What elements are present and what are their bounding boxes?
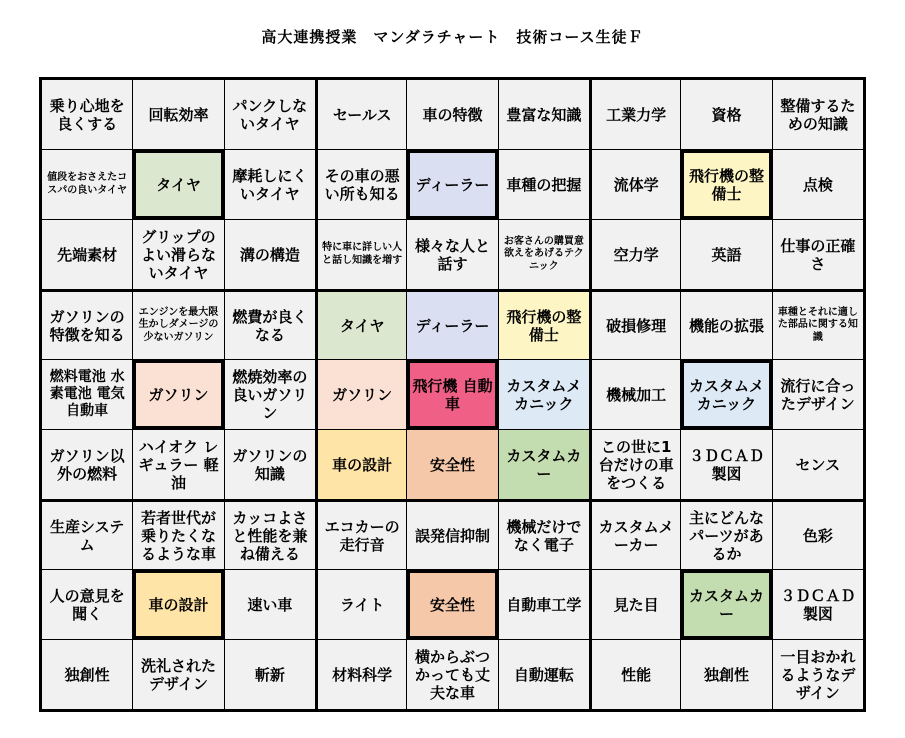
grid-cell: その車の悪い所も知る [316, 150, 406, 219]
grid-cell: タイヤ [316, 290, 406, 359]
grid-cell: 車種とそれに適した部品に関する知識 [773, 290, 863, 359]
grid-cell: 性能 [590, 640, 680, 709]
grid-cell: 破損修理 [590, 290, 680, 359]
grid-cell: 車種の把握 [499, 150, 589, 219]
grid-cell: 色彩 [773, 500, 863, 569]
grid-cell: お客さんの購買意欲えをあげるテクニック [499, 220, 589, 289]
grid-cell: 飛行機の整備士 [499, 290, 589, 359]
grid-cell: ガソリン以外の燃料 [42, 430, 132, 499]
grid-cell: カスタムメカニック [681, 360, 771, 429]
grid-cell: カスタムカー [499, 430, 589, 499]
grid-cell: 豊富な知識 [499, 80, 589, 149]
grid-cell: 英語 [681, 220, 771, 289]
grid-cell: 機械加工 [590, 360, 680, 429]
grid-cell: ディーラー [407, 150, 497, 219]
grid-cell: 主にどんなパーツがあるか [681, 500, 771, 569]
grid-cell: センス [773, 430, 863, 499]
grid-cell: 横からぶつかっても丈夫な車 [407, 640, 497, 709]
grid-cell: 流行に合ったデザイン [773, 360, 863, 429]
grid-cell: 工業力学 [590, 80, 680, 149]
grid-cell: 先端素材 [42, 220, 132, 289]
grid-cell: エンジンを最大限生かしダメージの少ないガソリン [133, 290, 223, 359]
grid-cell: 燃費が良くなる [225, 290, 315, 359]
grid-cell: 誤発信抑制 [407, 500, 497, 569]
grid-cell: 独創性 [681, 640, 771, 709]
grid-cell: 車の特徴 [407, 80, 497, 149]
grid-cell: 安全性 [407, 570, 497, 639]
grid-cell: 資格 [681, 80, 771, 149]
page-title: 高大連携授業 マンダラチャート 技術コース生徒Ｆ [261, 28, 644, 46]
grid-cell: ハイオク レギュラー 軽油 [133, 430, 223, 499]
grid-cell: 流体学 [590, 150, 680, 219]
grid-cell: エコカーの走行音 [316, 500, 406, 569]
grid-cell: 一目おかれるようなデザイン [773, 640, 863, 709]
grid-cell: 様々な人と話す [407, 220, 497, 289]
grid-cell: 機械だけでなく電子 [499, 500, 589, 569]
grid-cell: 摩耗しにくいタイヤ [225, 150, 315, 219]
grid-cell: ガソリン [133, 360, 223, 429]
grid-cell: 点検 [773, 150, 863, 219]
grid-cell: 材料科学 [316, 640, 406, 709]
grid-cell: 車の設計 [316, 430, 406, 499]
grid-cell: 整備するための知識 [773, 80, 863, 149]
grid-cell: パンクしないタイヤ [225, 80, 315, 149]
grid-cell: ３ＤＣＡＤ製図 [681, 430, 771, 499]
grid-cell: 見た目 [590, 570, 680, 639]
grid-cell: 飛行機 自動車 [407, 360, 497, 429]
grid-cell: 燃料電池 水素電池 電気自動車 [42, 360, 132, 429]
grid-cell: カスタムメーカー [590, 500, 680, 569]
grid-cell: 機能の拡張 [681, 290, 771, 359]
grid-cell: 独創性 [42, 640, 132, 709]
grid-cell: セールス [316, 80, 406, 149]
grid-cell: カスタムカー [681, 570, 771, 639]
grid-cell: 斬新 [225, 640, 315, 709]
grid-cell: 生産システム [42, 500, 132, 569]
grid-cell: 自動運転 [499, 640, 589, 709]
mandala-chart [39, 77, 866, 712]
grid-cell: タイヤ [133, 150, 223, 219]
grid-cell: カッコよさと性能を兼ね備える [225, 500, 315, 569]
grid-cell: ガソリン [316, 360, 406, 429]
grid-cell: ３ＤＣＡＤ製図 [773, 570, 863, 639]
grid-cell: 溝の構造 [225, 220, 315, 289]
grid-cell: 車の設計 [133, 570, 223, 639]
grid-cell: 燃焼効率の良いガソリン [225, 360, 315, 429]
grid-cell: ライト [316, 570, 406, 639]
grid-cell: 乗り心地を良くする [42, 80, 132, 149]
grid-cell: 人の意見を聞く [42, 570, 132, 639]
grid-cell: ガソリンの特徴を知る [42, 290, 132, 359]
grid-cell: カスタムメカニック [499, 360, 589, 429]
grid-cell: ディーラー [407, 290, 497, 359]
grid-cell: この世に1台だけの車をつくる [590, 430, 680, 499]
grid-cell: 速い車 [225, 570, 315, 639]
grid-cell: 自動車工学 [499, 570, 589, 639]
grid-cell: 若者世代が乗りたくなるような車 [133, 500, 223, 569]
grid-cell: ガソリンの知識 [225, 430, 315, 499]
grid-cell: 特に車に詳しい人と話し知識を増す [316, 220, 406, 289]
grid-cell: グリップのよい滑らないタイヤ [133, 220, 223, 289]
grid-cell: 洗礼されたデザイン [133, 640, 223, 709]
grid-cell: 仕事の正確さ [773, 220, 863, 289]
grid-cell: 回転効率 [133, 80, 223, 149]
grid-cell: 空力学 [590, 220, 680, 289]
grid-cell: 安全性 [407, 430, 497, 499]
grid-cell: 飛行機の整備士 [681, 150, 771, 219]
grid-cell: 値段をおさえたコスパの良いタイヤ [42, 150, 132, 219]
